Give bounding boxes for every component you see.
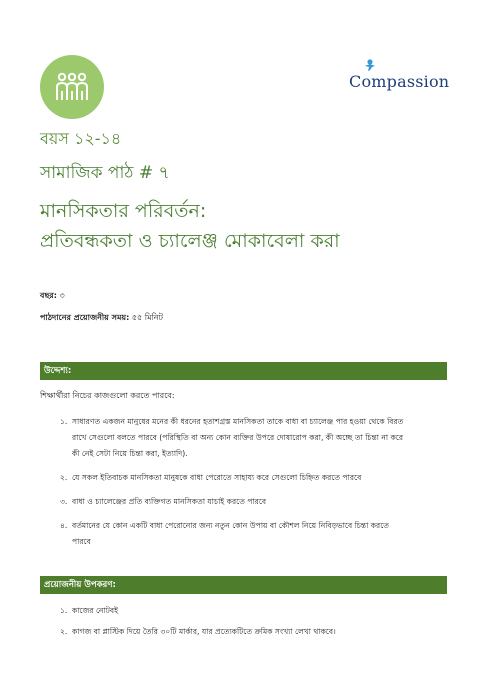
objective-item: [60, 414, 442, 462]
brand-name: Compassion: [349, 72, 450, 91]
compassion-logo: [349, 64, 449, 92]
duration-label: পাঠদানের প্রয়োজনীয় সময়:: [40, 313, 130, 322]
objective-line: রাখে সেগুলো বলতে পারবে (পরিস্থিতি বা অন্য কোন ব্যক্তির উপরে দোষারোপ করা, কী অচ্ছে তা চিন্তা না করে: [72, 433, 404, 442]
objective-line: বর্তমানের যে কোন একটি বাধা পেরোনোর জন্য নতুন কোন উপায় বা কৌশল নিয়ে নিবিড়ভাবে চিন্তা করতে: [72, 521, 389, 530]
objectives-intro: শিক্ষার্থীরা নিচের কাজগুলো করতে পারবে:: [40, 391, 175, 400]
lesson-number: সামাজিক পাঠ # ৭: [40, 163, 170, 183]
program-logo: [40, 55, 104, 119]
materials-heading: প্রয়োজনীয় উপকরণ:: [40, 576, 447, 594]
objective-item: [60, 470, 442, 486]
material-item: [60, 605, 119, 618]
duration-field: [40, 312, 163, 325]
lesson-title: [40, 196, 340, 256]
title-line-1: মানসিকতার পরিবর্তন:: [40, 200, 207, 222]
material-text: কাগজ বা প্লাস্টিক দিয়ে তৈরি ৩০টি মার্কার, যার প্রত্যেকটিতে ক্রমিক সংখ্যা লেখা থাকবে।: [72, 627, 336, 636]
objective-number: ৪.: [60, 521, 68, 530]
material-number: ১.: [60, 606, 68, 615]
material-number: ২.: [60, 627, 68, 636]
year-label: বছর:: [40, 291, 57, 300]
objective-line: কী নেই সেটা নিয়ে চিন্তা করা, ইত্যাদি).: [72, 449, 188, 458]
objective-line: বাধা ও চ্যালেঞ্জের প্রতি ব্যক্তিগত মানসিকতা যাচাই করতে পারবে: [72, 497, 267, 506]
objective-line: সাধারণত একজন মানুষের মনের কী ধরনের হতাশগ্রস্ত মানসিকতা তাকে বাধা বা চ্যালেঞ্জ পার হওয়া থেকে বিরত: [72, 417, 404, 426]
age-range: বয়স ১২-১৪: [40, 129, 122, 148]
objective-number: ২.: [60, 473, 68, 482]
material-text: কাজের নোটবই: [72, 606, 119, 615]
objective-line: পারবে: [72, 537, 91, 546]
year-value: ৩: [56, 291, 65, 300]
duration-value: ৫৫ মিনিট: [129, 313, 163, 322]
title-line-2: প্রতিবন্ধকতা ও চ্যালেঞ্জ মোকাবেলা করা: [40, 230, 340, 252]
objective-number: ১.: [60, 417, 68, 426]
objectives-heading: উদ্দেশ্য:: [40, 362, 447, 380]
objective-item: [60, 518, 442, 550]
objective-item: [60, 494, 442, 510]
objective-line: যে সকল ইতিবাচক মানসিকতা মানুষকে বাধা পেরোতে সাহায্য করে সেগুলো চিহ্নিত করতে পারবে: [72, 473, 362, 482]
children-group-icon: [40, 55, 104, 119]
objective-number: ৩.: [60, 497, 68, 506]
year-field: [40, 290, 65, 303]
compassion-mark-icon: [363, 58, 377, 72]
material-item: [60, 626, 336, 639]
